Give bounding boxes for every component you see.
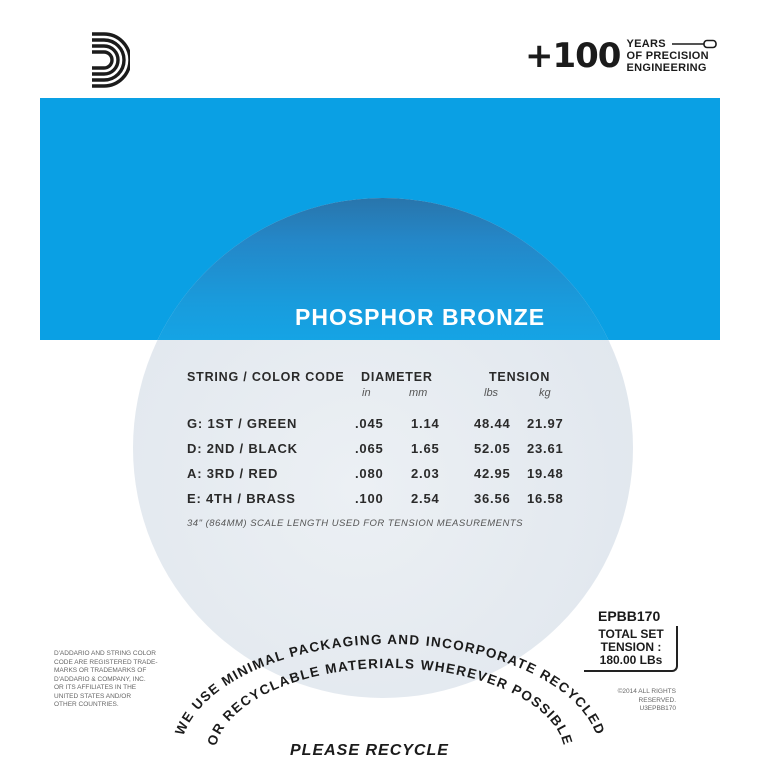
tension-kg: 23.61 <box>527 441 564 456</box>
copyright-line: RESERVED. <box>638 696 676 704</box>
diameter-in: .100 <box>355 491 384 506</box>
legal-line: OTHER COUNTRIES. <box>54 701 119 708</box>
please-recycle: PLEASE RECYCLE <box>290 742 449 759</box>
svg-text:WE USE MINIMAL PACKAGING AND I <box>172 632 608 737</box>
arc-text-inner: OR RECYCLABLE MATERIALS WHEREVER POSSIBLE <box>204 655 576 748</box>
diameter-in: .045 <box>355 416 384 431</box>
heritage-line-2: OF PRECISION <box>626 50 709 62</box>
string-name: A: 3RD / RED <box>187 466 279 481</box>
heritage-number: +100 <box>525 36 621 76</box>
string-name: E: 4TH / BRASS <box>187 491 296 506</box>
tension-kg: 19.48 <box>527 466 564 481</box>
tension-value: 180.00 LBs <box>599 653 663 667</box>
tension-kg: 16.58 <box>527 491 564 506</box>
header-tension: TENSION <box>489 370 551 384</box>
model-code: EPBB170 <box>598 608 661 624</box>
tension-label-2: TENSION : <box>600 640 662 654</box>
arc-text-outer: WE USE MINIMAL PACKAGING AND INCORPORATE RECYCLED <box>172 631 608 738</box>
diameter-mm: 2.03 <box>411 466 440 481</box>
legal-line: OR ITS AFFILIATES IN THE <box>54 684 137 691</box>
scale-note: 34" (864MM) SCALE LENGTH USED FOR TENSION MEASUREMENTS <box>187 518 524 529</box>
string-name: G: 1ST / GREEN <box>187 416 298 431</box>
unit-mm: mm <box>409 387 428 399</box>
recycling-arc <box>40 8 720 764</box>
legal-line: D'ADDARIO AND STRING COLOR <box>54 650 157 657</box>
legal-line: D'ADDARIO & COMPANY, INC. <box>54 675 146 683</box>
product-title: PHOSPHOR BRONZE <box>295 304 546 330</box>
legal-line: CODE ARE REGISTERED TRADE- <box>54 658 158 666</box>
heritage-line-3: ENGINEERING <box>626 62 707 74</box>
legal-line: MARKS OR TRADEMARKS OF <box>54 667 147 674</box>
unit-lbs: lbs <box>484 387 499 399</box>
diameter-in: .080 <box>355 466 384 481</box>
tension-lbs: 52.05 <box>474 441 511 456</box>
unit-in: in <box>362 387 371 399</box>
legal-line: UNITED STATES AND/OR <box>54 692 132 700</box>
tension-lbs: 42.95 <box>474 466 511 481</box>
header-string: STRING / COLOR CODE <box>187 370 345 384</box>
diameter-mm: 2.54 <box>411 491 440 506</box>
copyright-line: ©2014 ALL RIGHTS <box>617 688 676 695</box>
unit-kg: kg <box>539 387 551 399</box>
diameter-mm: 1.14 <box>411 416 440 431</box>
diameter-in: .065 <box>355 441 384 456</box>
tension-lbs: 48.44 <box>474 416 511 431</box>
diameter-mm: 1.65 <box>411 441 440 456</box>
tension-label-1: TOTAL SET <box>598 627 664 641</box>
string-name: D: 2ND / BLACK <box>187 441 298 456</box>
header-diameter: DIAMETER <box>361 370 433 384</box>
tension-lbs: 36.56 <box>474 491 511 506</box>
tension-kg: 21.97 <box>527 416 564 431</box>
string-package <box>40 8 720 764</box>
copyright-line: U3EPBB170 <box>639 705 676 712</box>
heritage-line-1: YEARS <box>626 38 666 50</box>
